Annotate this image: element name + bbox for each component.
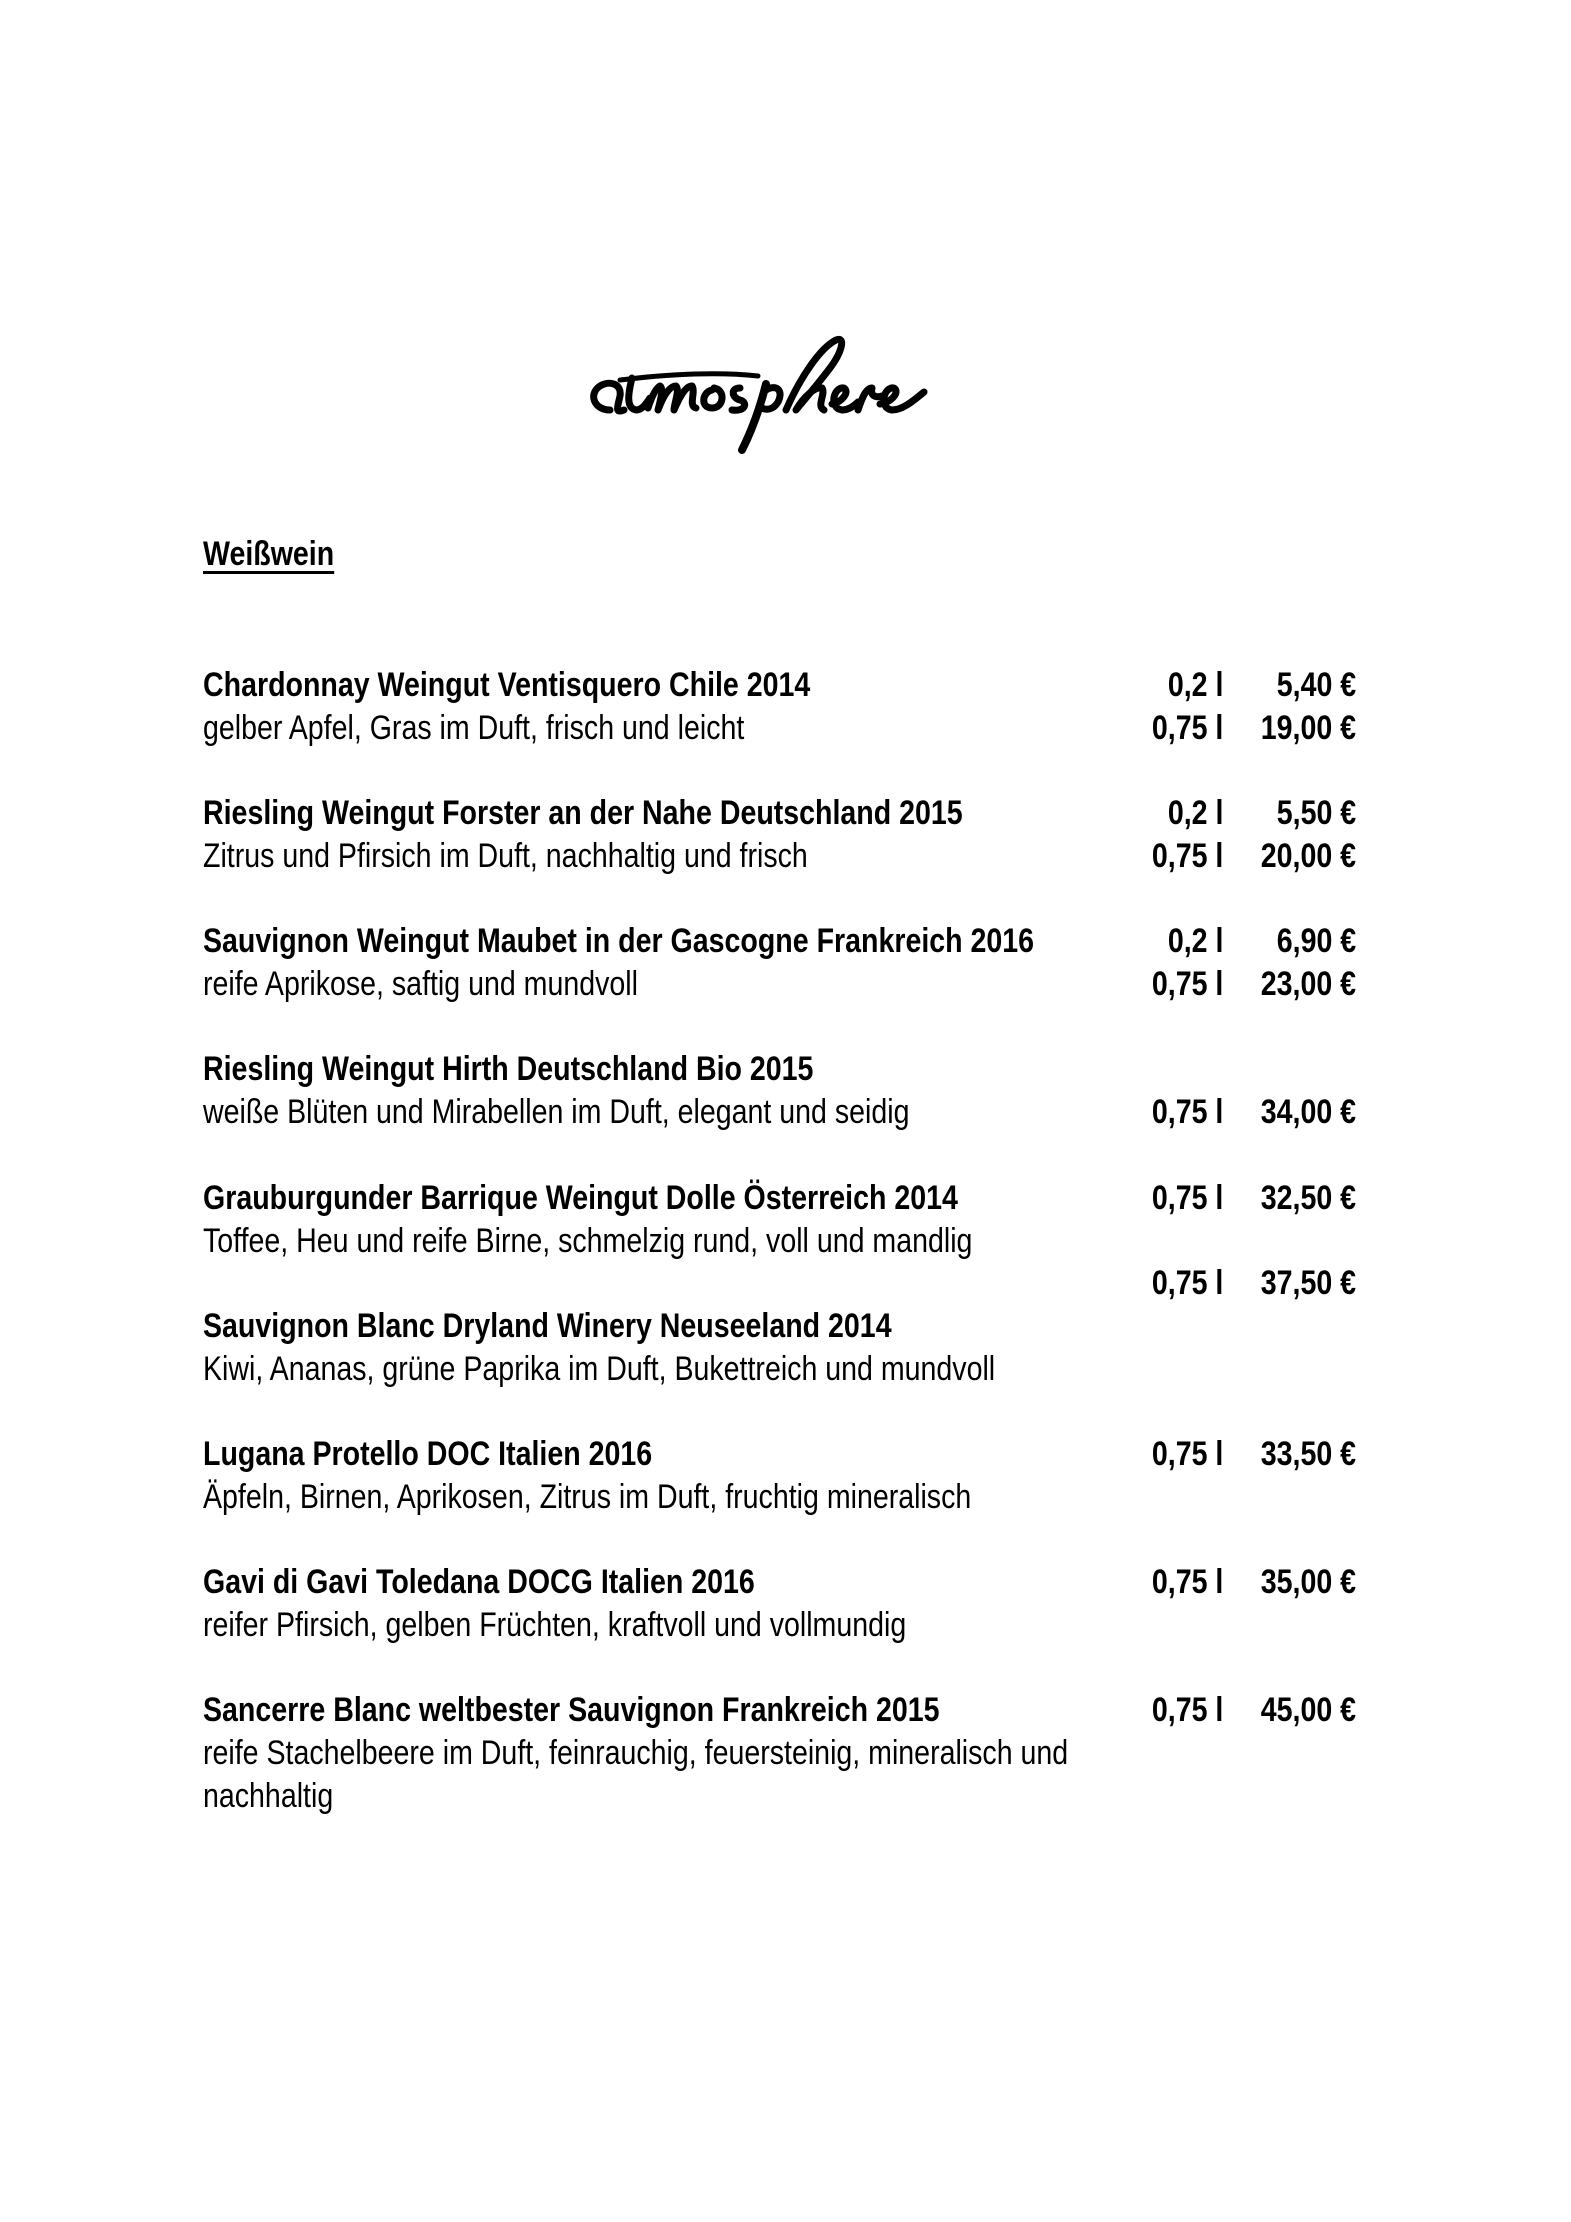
wine-description: reife Stachelbeere im Duft, feinrauchig, feuersteinig, mineralisch und	[203, 1734, 1069, 1772]
price-amount: 5,40 €	[1276, 666, 1356, 704]
wine-description: gelber Apfel, Gras im Duft, frisch und leicht	[203, 709, 745, 747]
volume: 0,2 l	[1167, 666, 1224, 704]
price-line	[1152, 1181, 1356, 1215]
price-amount: 33,50 €	[1260, 1435, 1356, 1473]
volume: 0,75 l	[1151, 1179, 1224, 1217]
volume: 0,75 l	[1151, 1691, 1224, 1729]
wine-name: Sancerre Blanc weltbester Sauvignon Frankreich 2015	[203, 1691, 940, 1729]
volume: 0,75 l	[1151, 1563, 1224, 1601]
wine-name: Riesling Weingut Forster an der Nahe Deutschland 2015	[203, 794, 963, 832]
wine-name: Riesling Weingut Hirth Deutschland Bio 2015	[203, 1050, 814, 1088]
wine-name: Sauvignon Weingut Maubet in der Gascogne Frankreich 2016	[203, 922, 1035, 960]
price-amount: 19,00 €	[1260, 709, 1356, 747]
script-logo-icon	[580, 318, 940, 458]
price-amount: 32,50 €	[1260, 1179, 1356, 1217]
wine-name: Sauvignon Blanc Dryland Winery Neuseeland 2014	[203, 1307, 892, 1345]
price-line	[1168, 796, 1356, 830]
price-line	[1152, 967, 1356, 1001]
volume: 0,75 l	[1151, 1093, 1224, 1131]
price-amount: 5,50 €	[1276, 794, 1356, 832]
wine-name: Gavi di Gavi Toledana DOCG Italien 2016	[203, 1563, 755, 1601]
price-line	[1152, 1565, 1356, 1599]
volume: 0,75 l	[1151, 709, 1224, 747]
wine-description: nachhaltig	[203, 1777, 334, 1815]
price-amount: 20,00 €	[1260, 837, 1356, 875]
price-line	[1152, 839, 1356, 873]
wine-description: reifer Pfirsich, gelben Früchten, kraftvoll und vollmundig	[203, 1606, 907, 1644]
price-line	[1168, 924, 1356, 958]
section-title: Weißwein	[203, 535, 335, 573]
price-line	[1152, 711, 1356, 745]
volume: 0,75 l	[1151, 837, 1224, 875]
wine-description: reife Aprikose, saftig und mundvoll	[203, 965, 638, 1003]
price-line	[1168, 668, 1356, 702]
atmosphere-logo	[580, 318, 940, 458]
price-amount: 45,00 €	[1260, 1691, 1356, 1729]
wine-name: Chardonnay Weingut Ventisquero Chile 2014	[203, 666, 811, 704]
price-line	[1152, 1437, 1356, 1471]
price-amount: 35,00 €	[1260, 1563, 1356, 1601]
price-amount: 34,00 €	[1260, 1093, 1356, 1131]
wine-description: weiße Blüten und Mirabellen im Duft, elegant und seidig	[203, 1093, 910, 1131]
price-amount: 6,90 €	[1276, 922, 1356, 960]
wine-description: Kiwi, Ananas, grüne Paprika im Duft, Bukettreich und mundvoll	[203, 1350, 996, 1388]
price-amount: 37,50 €	[1260, 1264, 1356, 1302]
price-amount: 23,00 €	[1260, 965, 1356, 1003]
wine-description: Äpfeln, Birnen, Aprikosen, Zitrus im Duft, fruchtig mineralisch	[203, 1478, 972, 1516]
volume: 0,75 l	[1151, 1264, 1224, 1302]
wine-description: Toffee, Heu und reife Birne, schmelzig rund, voll und mandlig	[203, 1222, 973, 1260]
price-line	[1152, 1693, 1356, 1727]
wine-name: Grauburgunder Barrique Weingut Dolle Österreich 2014	[203, 1179, 958, 1217]
wine-description: Zitrus und Pfirsich im Duft, nachhaltig und frisch	[203, 837, 808, 875]
wine-name: Lugana Protello DOC Italien 2016	[203, 1435, 653, 1473]
volume: 0,75 l	[1151, 1435, 1224, 1473]
volume: 0,75 l	[1151, 965, 1224, 1003]
price-line	[1152, 1095, 1356, 1129]
price-line	[1152, 1266, 1356, 1300]
volume: 0,2 l	[1167, 922, 1224, 960]
volume: 0,2 l	[1167, 794, 1224, 832]
